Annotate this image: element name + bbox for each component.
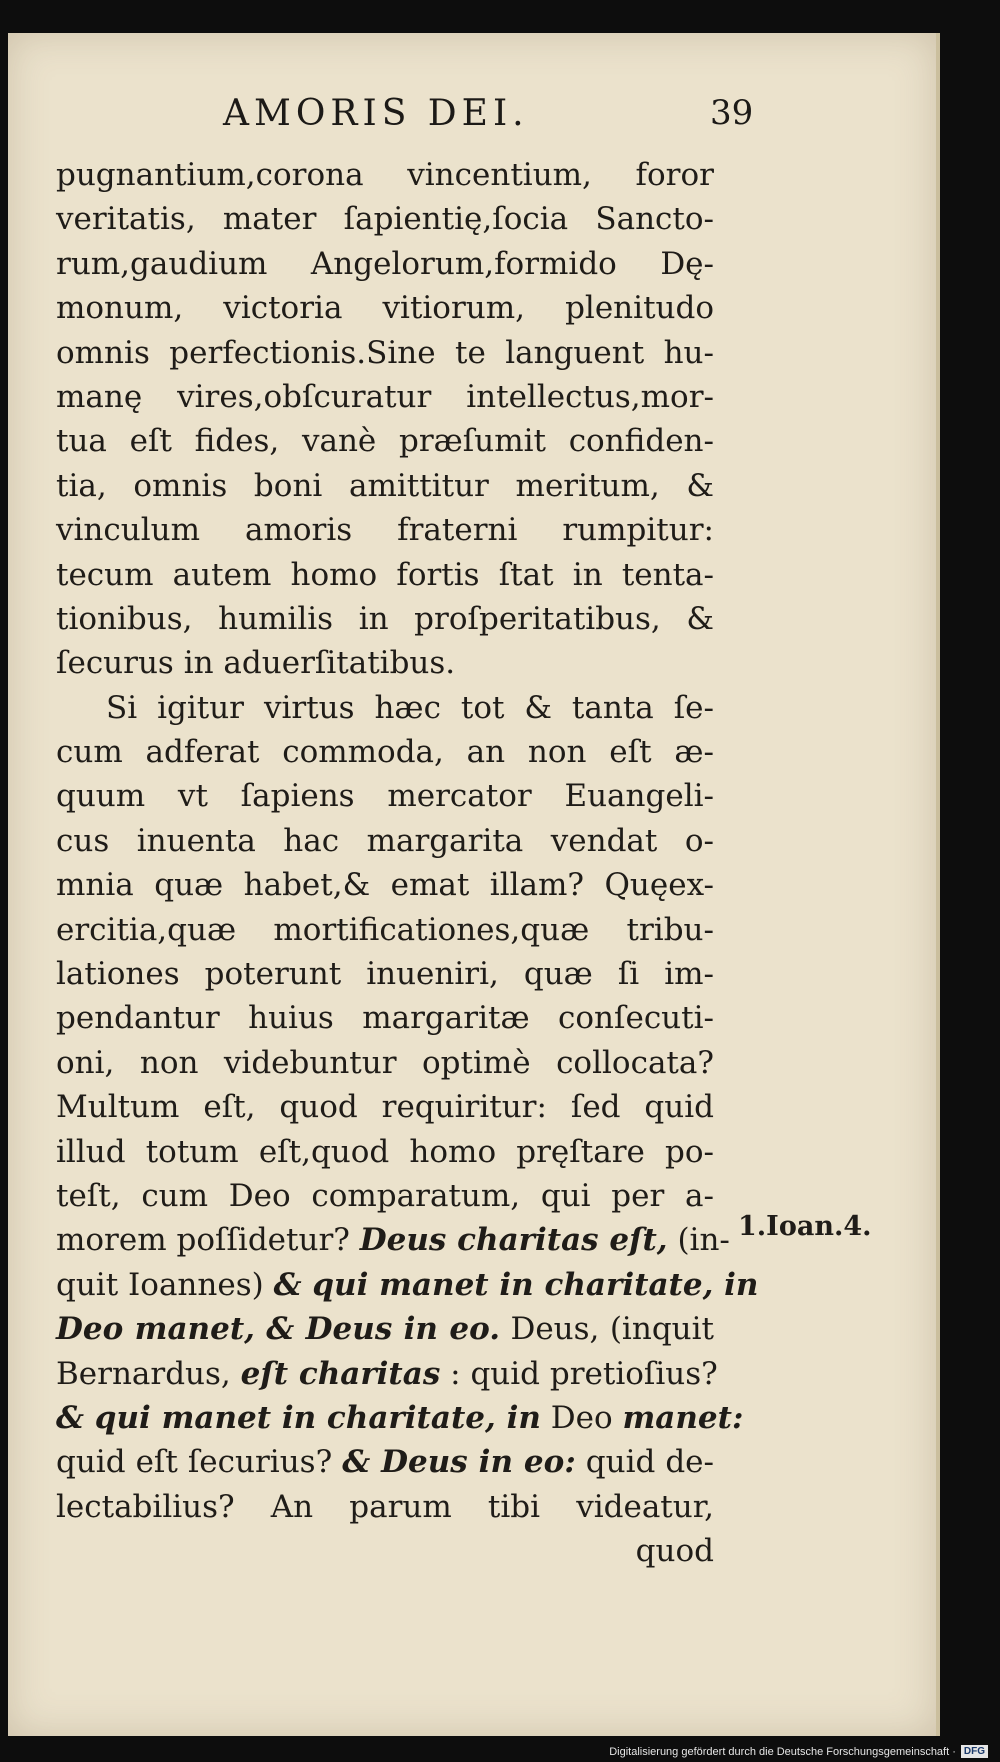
text-span: : quid pretioſius? bbox=[450, 1355, 718, 1392]
italic-quote: Deo manet, & Deus in eo. bbox=[56, 1311, 501, 1348]
text-line: manę vires,obſcuratur intellectus,mor- bbox=[56, 378, 714, 415]
text-span: Deus, (inquit bbox=[510, 1311, 714, 1348]
catchword: quod bbox=[635, 1533, 714, 1570]
text-line: pugnantium,corona vincentium, foror bbox=[56, 157, 714, 193]
text-span: quid de- bbox=[585, 1444, 714, 1481]
italic-quote: & qui manet in charitate, in bbox=[56, 1399, 541, 1436]
text-line bbox=[56, 1440, 714, 1484]
text-line bbox=[56, 1307, 714, 1351]
italic-quote: & Deus in eo: bbox=[342, 1444, 576, 1481]
text-line: omnis perfectionis.Sine te languent hu- bbox=[56, 334, 714, 371]
text-line: cum adferat commoda, an non eſt æ- bbox=[56, 734, 714, 771]
credit-text: Digitalisierung gefördert durch die Deutsche Forschungsgemeinschaft · bbox=[609, 1745, 956, 1758]
text-line bbox=[56, 1263, 759, 1307]
text-line: rum,gaudium Angelorum,formido Dę- bbox=[56, 245, 714, 282]
book-page bbox=[8, 33, 940, 1736]
text-line: pendantur huius margaritæ conſecuti- bbox=[56, 1000, 714, 1037]
page-number: 39 bbox=[710, 93, 754, 133]
text-line: oni, non videbuntur optimè collocata? bbox=[56, 1044, 714, 1081]
text-line: illud totum eſt,quod homo pręſtare po- bbox=[56, 1133, 714, 1170]
text-line: tecum autem homo fortis ſtat in tenta- bbox=[56, 556, 714, 593]
dfg-logo: DFG bbox=[961, 1745, 988, 1758]
digitization-credit bbox=[609, 1745, 988, 1758]
text-span: Deo bbox=[550, 1399, 613, 1436]
text-line bbox=[56, 1218, 730, 1262]
text-line: quum vt ſapiens mercator Euangeli- bbox=[56, 778, 714, 815]
text-line: lationes poterunt inueniri, quæ ſi im- bbox=[56, 956, 714, 993]
text-line: tia, omnis boni amittitur meritum, & bbox=[56, 467, 714, 504]
text-line: vinculum amoris fraterni rumpitur: bbox=[56, 512, 714, 549]
text-line: tionibus, humilis in proſperitatibus, & bbox=[56, 600, 714, 637]
text-line: ercitia,quæ mortificationes,quæ tribu- bbox=[56, 911, 714, 948]
text-span: (in- bbox=[677, 1222, 730, 1259]
text-line: lectabilius? An parum tibi videatur, bbox=[56, 1488, 714, 1525]
italic-quote: eſt charitas bbox=[240, 1355, 441, 1392]
text-line: teſt, cum Deo comparatum, qui per a- bbox=[56, 1177, 714, 1214]
text-span: morem poſſidetur? bbox=[56, 1222, 350, 1259]
text-line: cus inuenta hac margarita vendat o- bbox=[56, 822, 714, 859]
text-span: Bernardus, bbox=[56, 1355, 231, 1392]
text-line: Si igitur virtus hæc tot & tanta ſe- bbox=[106, 689, 714, 726]
text-line: Multum eſt, quod requiritur: ſed quid bbox=[56, 1089, 714, 1126]
text-line: ſecurus in aduerſitatibus. bbox=[56, 645, 456, 682]
italic-quote: & qui manet in charitate, in bbox=[273, 1266, 759, 1303]
margin-reference: 1.Ioan.4. bbox=[738, 1211, 872, 1242]
running-head bbox=[8, 93, 936, 153]
text-line bbox=[56, 1352, 718, 1396]
text-line: mnia quæ habet,& emat illam? Quęex- bbox=[56, 867, 714, 904]
text-line: veritatis, mater ſapientię,ſocia Sancto- bbox=[56, 201, 714, 238]
running-title: AMORIS DEI. bbox=[223, 93, 529, 134]
text-line: monum, victoria vitiorum, plenitudo bbox=[56, 290, 714, 327]
italic-quote: Deus charitas eſt, bbox=[359, 1222, 668, 1259]
text-line: tua eſt fides, vanè præſumit confiden- bbox=[56, 423, 714, 460]
body-text bbox=[56, 153, 759, 1574]
text-line bbox=[56, 1396, 744, 1440]
text-span: quid eſt ſecurius? bbox=[56, 1444, 333, 1481]
italic-quote: manet: bbox=[622, 1399, 744, 1436]
text-span: quit Ioannes) bbox=[56, 1266, 264, 1303]
